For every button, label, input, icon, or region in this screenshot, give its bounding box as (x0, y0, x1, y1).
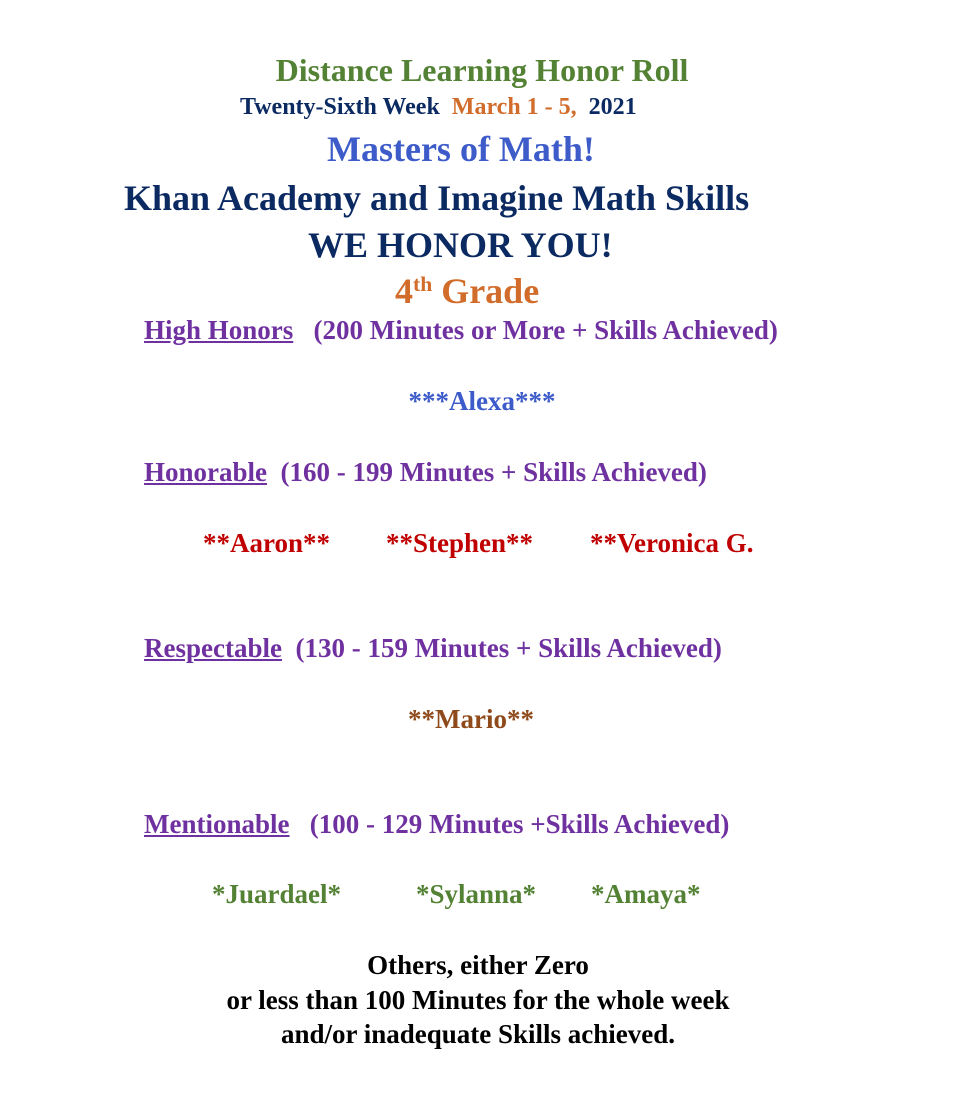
student-name: **Mario** (408, 704, 534, 734)
category-name: Respectable (144, 633, 282, 663)
category-criteria: (100 - 129 Minutes +Skills Achieved) (309, 809, 730, 839)
student-name: ***Alexa*** (408, 386, 556, 416)
category-name: High Honors (144, 315, 294, 345)
student-name: **Veronica G. (590, 528, 754, 558)
week-dates: March 1 - 5, (451, 94, 577, 120)
student-name: *Juardael* (212, 879, 342, 909)
student-name: *Amaya* (591, 879, 701, 909)
subtitle: Masters of Math! (327, 129, 595, 169)
grade-number: 4 (395, 271, 413, 311)
footer-line-3: and/or inadequate Skills achieved. (280, 1019, 676, 1049)
mentionable-students (416, 879, 536, 910)
footer-line-1: Others, either Zero (367, 950, 589, 980)
category-criteria: (130 - 159 Minutes + Skills Achieved) (295, 633, 722, 663)
category-criteria: (160 - 199 Minutes + Skills Achieved) (280, 457, 707, 487)
category-respectable (144, 633, 722, 664)
document-title: Distance Learning Honor Roll (275, 52, 689, 88)
student-name: **Aaron** (203, 528, 331, 558)
week-year: 2021 (588, 94, 637, 120)
student-name: **Stephen** (386, 528, 534, 558)
honorable-students (590, 528, 754, 559)
category-criteria: (200 Minutes or More + Skills Achieved) (313, 315, 778, 345)
grade-heading (395, 270, 539, 312)
category-name: Honorable (144, 457, 268, 487)
honor-line: WE HONOR YOU! (308, 225, 613, 265)
grade-suffix: th (413, 272, 433, 296)
respectable-students (408, 704, 534, 735)
week-label: Twenty-Sixth Week (240, 94, 440, 120)
category-name: Mentionable (144, 809, 290, 839)
programs-line: Khan Academy and Imagine Math Skills (124, 178, 750, 218)
honorable-students (386, 528, 533, 559)
footer-line-2: or less than 100 Minutes for the whole week (226, 985, 730, 1015)
honorable-students (203, 528, 330, 559)
category-mentionable (144, 809, 729, 840)
category-honorable (144, 457, 707, 488)
category-high-honors (144, 315, 778, 346)
grade-word: Grade (441, 271, 540, 311)
week-line (240, 94, 637, 121)
mentionable-students (212, 879, 341, 910)
high-honors-students (0, 386, 964, 417)
student-name: *Sylanna* (416, 879, 537, 909)
mentionable-students (591, 879, 701, 910)
